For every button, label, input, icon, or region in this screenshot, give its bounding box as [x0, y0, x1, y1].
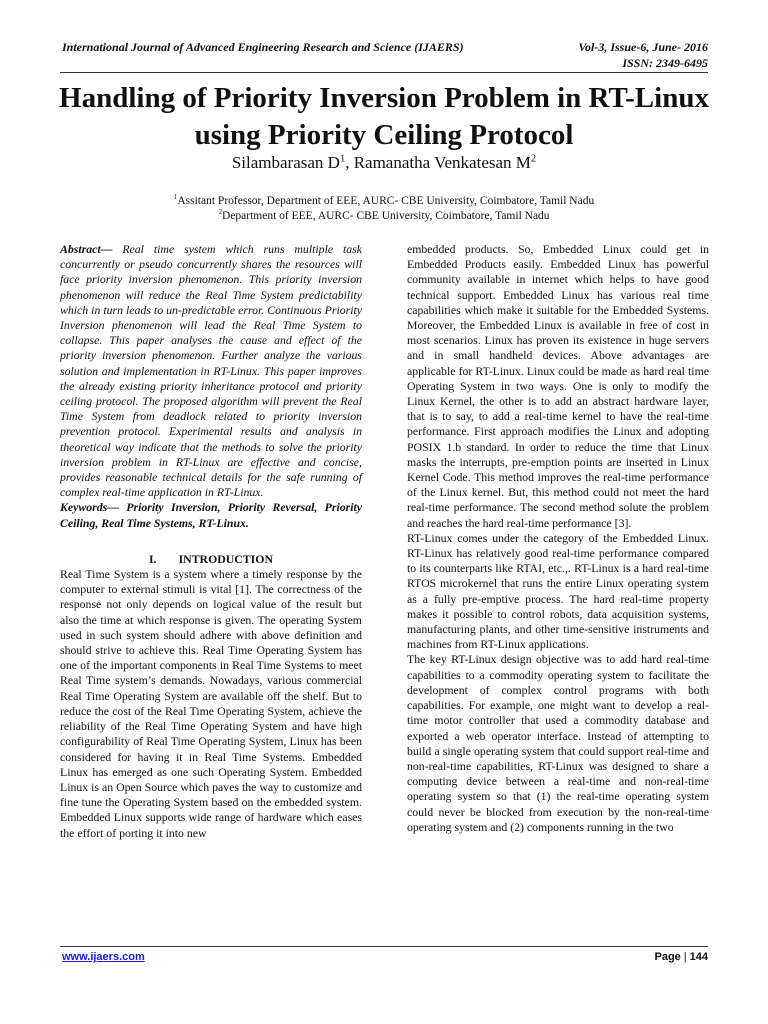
journal-name: International Journal of Advanced Engineering Research and Science (IJAERS): [62, 40, 464, 54]
author-1: Silambarasan D: [231, 153, 340, 172]
author-1-sup: 1: [339, 153, 346, 165]
abstract-text: Real time system which runs multiple task concurrently or pseudo concurrently shares the resources will face priority inversion phenomenon. This priority inversion phenomenon will reduce the Real Time System predictability which in turn leads to un-predictable error. Continuous Priority Inversion phenomenon will lead the Real Time System to collapse. This paper analyses the cause and effect of the priority inversion phenomenon. Further analyze the various solution and implementation in RT-Linux. This paper improves the already existing priority inheritance protocol and priority ceiling protocol. The proposed algorithm will prevent the Real Time System from deadlock related to priority inversion prevention protocol. Experimental results and analysis in theoretical way indicate that the methods to solve the priority inversion problem in RT-Linux are effective and concise, provides reasonable technical details for the safe running of complex real-time application in RT-Linux.: [60, 242, 362, 500]
page-value: 144: [689, 951, 708, 963]
author-2-sup: 2: [530, 153, 537, 165]
abstract-label: Abstract—: [60, 242, 113, 256]
left-column: [60, 242, 362, 841]
header-rule: [60, 72, 708, 73]
authors: [40, 153, 728, 173]
volume-info: Vol-3, Issue-6, June- 2016: [578, 40, 708, 54]
issn: ISSN: 2349-6495: [622, 56, 708, 70]
keywords-label: Keywords—: [60, 500, 119, 515]
intro-paragraph: Real Time System is a system where a timely response by the computer to external stimuli is vital [1]. The correctness of the response not only depends on logical value of the result but also the time at which response is given. The operating System used in such system should adhere with above definition and should strive to achieve this. Real Time Operating System has one of the important components in Real Time Systems to meet Real Time system’s demands. Nowadays, various commercial Real Time Operating System are available off the shelf. But to reduce the cost of the Real Time Operating System, achieve the reliability of the Real Time Operating System and have high configurability of Real Time Operating System, Linux has been considered for having it in Real Time Systems. Embedded Linux has emerged as one such Operating System. Embedded Linux is an Open Source which paves the way to customize and fine tune the Operating System based on the embedded system. Embedded Linux supports wide range of hardware which eases the effort of porting it into new: [60, 567, 362, 840]
affiliation-1-sup: 1: [173, 193, 178, 202]
page-separator: |: [683, 951, 687, 963]
affiliation-2-text: Department of EEE, AURC- CBE University, Coimbatore, Tamil Nadu: [222, 210, 550, 222]
author-separator: ,: [345, 153, 354, 172]
keywords-text: Priority Inversion, Priority Reversal, Priority Ceiling, Real Time Systems, RT-Linux.: [60, 500, 362, 530]
right-paragraph-1: embedded products. So, Embedded Linux could get in Embedded Products easily. Embedded Linux has powerful community available in internet which helps to have good technical support. Embedded Linux has various real time capabilities which make it suitable for the Embedded Systems. Moreover, the Embedded Linux is available in free of cost in most scenarios. Linux has proven its existence in huge servers and in small handheld devices. Above advantages are applicable for RT-Linux. Linux could be made as hard real time Operating System in two ways. One is only to modify the Linux Kernel, the other is to add an abstract hardware layer, that is to say, to add a real-time kernel to have the real-time performance. First approach modifies the Linux and adopting POSIX 1.b standard. In order to reduce the time that Linux masks the interrupts, pre-emption points are inserted in Linux Kernel Code. This method improves the real-time performance of the Linux kernel. But, this method could not meet the hard real-time performance. The second method solute the problem and reaches the hard real-time performance [3].: [407, 242, 709, 530]
section-number: I.: [149, 551, 157, 566]
author-2: Ramanatha Venkatesan M: [353, 153, 531, 172]
affiliation-1-text: Assitant Professor, Department of EEE, AURC- CBE University, Coimbatore, Tamil Nadu: [177, 195, 595, 207]
paper-title: Handling of Priority Inversion Problem in RT-Linux using Priority Ceiling Protocol: [59, 82, 709, 151]
footer-rule: [60, 946, 708, 947]
right-paragraph-3: The key RT-Linux design objective was to add hard real-time capabilities to a commodity operating system to facilitate the development of complex control programs with both capabilities. For example, one might want to develop a real-time motor controller that used a commodity database and exported a web operator interface. Instead of attempting to build a single operating system that could support real-time and non-real-time capabilities, RT-Linux was designed to share a computing device between a real-time and non-real-time operating system so that (1) the real-time operating system could never be blocked from execution by the non-real-time operating system and (2) components running in the two: [407, 652, 709, 834]
journal-url-link[interactable]: www.ijaers.com: [62, 951, 145, 963]
abstract: [60, 242, 362, 500]
keywords: [60, 500, 362, 530]
section-title: INTRODUCTION: [178, 551, 273, 566]
right-paragraph-2: RT-Linux comes under the category of the Embedded Linux. RT-Linux has relatively good real-time performance compared to its counterparts like RTAI, etc.,. RT-Linux is a hard real-time RTOS microkernel that runs the entire Linux operating system as a fully pre-emptive process. The hard real-time property makes it possible to control robots, data acquisition systems, manufacturing plants, and other time-sensitive instruments and machines from RT-Linux applications.: [407, 530, 709, 652]
right-column: [407, 242, 709, 835]
page-number: [654, 951, 708, 963]
affiliation-2: [40, 210, 728, 222]
affiliation-2-sup: 2: [218, 208, 223, 217]
section-heading: [60, 552, 362, 567]
affiliation-1: [40, 195, 728, 207]
page-label: Page: [654, 951, 681, 963]
